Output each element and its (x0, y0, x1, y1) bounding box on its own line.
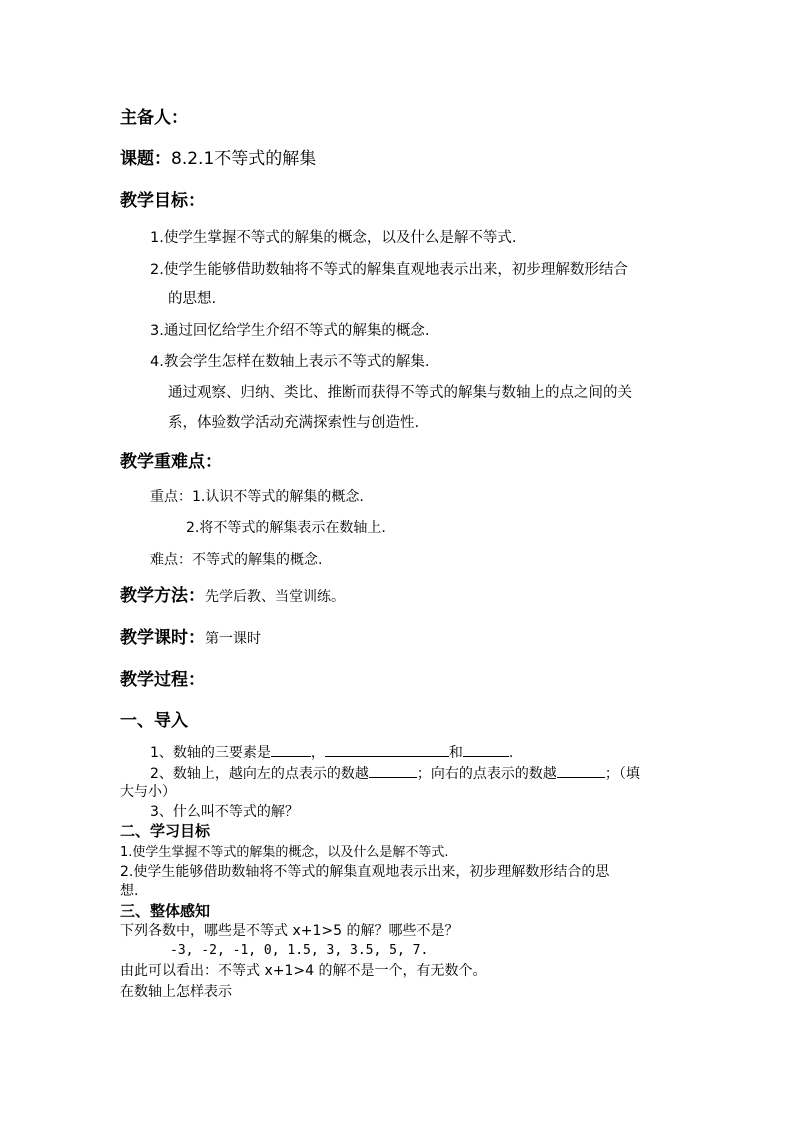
hours-label: 教学课时： (120, 628, 205, 648)
section2-heading: 二、学习目标 (120, 822, 211, 840)
key-points-heading: 教学重难点： (120, 452, 222, 472)
difficulty-point: 难点：不等式的解集的概念. (150, 552, 323, 568)
objective-item: 的思想. (168, 291, 217, 307)
blank-field (557, 765, 605, 778)
objective-item: 1.使学生掌握不等式的解集的概念，以及什么是解不等式. (150, 230, 517, 246)
perception-conclusion: 由此可以看出：不等式 x+1>4 的解不是一个，有无数个。 (120, 963, 487, 979)
blank-field (325, 744, 449, 757)
blank-field (463, 744, 509, 757)
focus-point-1: 重点：1.认识不等式的解集的概念. (150, 489, 364, 505)
number-list: -3, -2, -1, 0, 1.5, 3, 3.5, 5, 7. (170, 943, 429, 958)
preparer-label: 主备人： (120, 108, 188, 128)
teaching-method (120, 588, 345, 605)
method-value: 先学后教、当堂训练。 (205, 589, 345, 605)
objective-item: 2.使学生能够借助数轴将不等式的解集直观地表示出来，初步理解数形结合 (150, 262, 628, 278)
learning-goal-1: 1.使学生掌握不等式的解集的概念，以及什么是解不等式. (120, 845, 449, 860)
intro-question-1: 1、数轴的三要素是 ， 和 . (150, 745, 514, 761)
method-label: 教学方法： (120, 586, 205, 606)
number-line-question: 在数轴上怎样表示 (120, 984, 232, 1000)
section3-heading: 三、整体感知 (120, 902, 211, 920)
teaching-hours (120, 630, 261, 647)
objectives-heading: 教学目标： (120, 191, 205, 211)
objective-item: 4.教会学生怎样在数轴上表示不等式的解集. (150, 354, 430, 370)
objective-item: 3.通过回忆给学生介绍不等式的解集的概念. (150, 323, 430, 339)
blank-field (369, 765, 417, 778)
section1-heading: 一、导入 (120, 711, 188, 731)
perception-question: 下列各数中，哪些是不等式 x+1>5 的解？哪些不是？ (120, 923, 459, 939)
topic-label: 课题： (120, 149, 171, 169)
learning-goal-2-continued: 想. (120, 883, 139, 899)
intro-question-2: 2、数轴上，越向左的点表示的数越 ；向右的点表示的数越 ；（填 (150, 766, 640, 782)
topic-value: 8.2.1不等式的解集 (171, 149, 317, 169)
objective-item: 系，体验数学活动充满探索性与创造性. (168, 415, 420, 431)
objective-item: 通过观察、归纳、类比、推断而获得不等式的解集与数轴上的点之间的关 (168, 385, 632, 401)
process-heading: 教学过程： (120, 670, 205, 690)
learning-goal-2: 2.使学生能够借助数轴将不等式的解集直观地表示出来，初步理解数形结合的思 (120, 864, 610, 880)
intro-question-3: 3、什么叫不等式的解？ (150, 804, 299, 820)
intro-question-2-continued: 大与小） (120, 784, 176, 800)
blank-field (271, 744, 311, 757)
hours-value: 第一课时 (205, 631, 261, 647)
lesson-topic (120, 151, 316, 168)
focus-point-2: 2.将不等式的解集表示在数轴上. (186, 520, 386, 536)
